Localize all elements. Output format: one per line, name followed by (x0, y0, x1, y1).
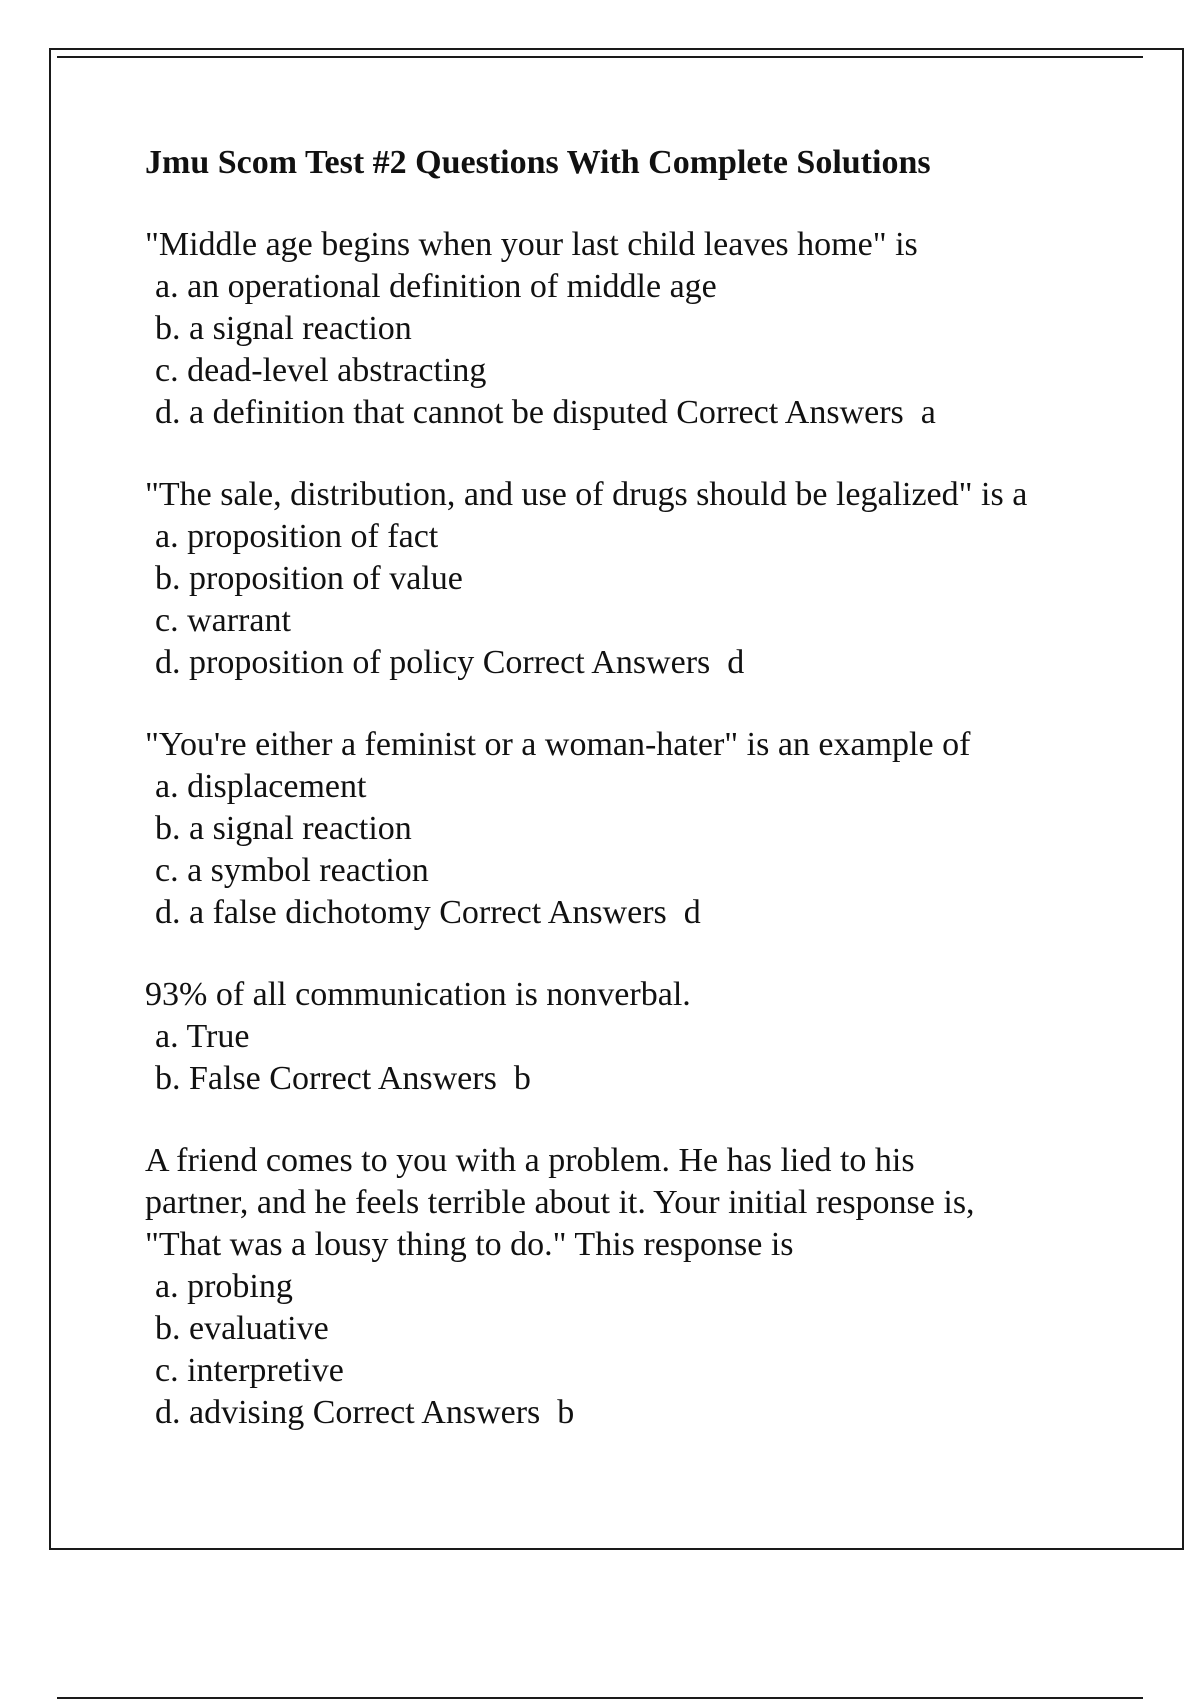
bottom-rule (57, 1697, 1143, 1699)
question-4 (145, 974, 1145, 1100)
question-stem: "The sale, distribution, and use of drugs should be legalized" is a (145, 476, 1028, 513)
answer-option: d. advising Correct Answers b (155, 1394, 575, 1431)
answer-option: d. a false dichotomy Correct Answers d (155, 894, 701, 931)
question-3 (145, 724, 1145, 934)
question-stem: "Middle age begins when your last child leaves home" is (145, 226, 918, 263)
question-stem: 93% of all communication is nonverbal. (145, 976, 691, 1013)
top-rule (57, 56, 1143, 58)
answer-option: b. evaluative (155, 1310, 329, 1347)
answer-option: b. a signal reaction (155, 810, 412, 847)
answer-option: c. dead-level abstracting (155, 352, 487, 389)
answer-option: b. proposition of value (155, 560, 463, 597)
question-stem: A friend comes to you with a problem. He has lied to his partner, and he feels terrible about it. Your initial response is, "That was a lousy thing to do." This response is (145, 1142, 975, 1263)
document-title: Jmu Scom Test #2 Questions With Complete Solutions (145, 144, 931, 181)
answer-option: a. displacement (155, 768, 367, 805)
answer-option: d. proposition of policy Correct Answers d (155, 644, 745, 681)
answer-option: b. False Correct Answers b (155, 1060, 531, 1097)
answer-option: c. a symbol reaction (155, 852, 429, 889)
answer-option: d. a definition that cannot be disputed Correct Answers a (155, 394, 936, 431)
answer-option: c. warrant (155, 602, 291, 639)
answer-option: c. interpretive (155, 1352, 344, 1389)
answer-option: a. probing (155, 1268, 293, 1305)
question-stem: "You're either a feminist or a woman-hater" is an example of (145, 726, 971, 763)
document-body (145, 142, 1145, 1474)
question-5 (145, 1140, 1145, 1434)
question-2 (145, 474, 1145, 684)
answer-option: b. a signal reaction (155, 310, 412, 347)
answer-option: a. True (155, 1018, 250, 1055)
question-1 (145, 224, 1145, 434)
answer-option: a. an operational definition of middle age (155, 268, 717, 305)
answer-option: a. proposition of fact (155, 518, 439, 555)
